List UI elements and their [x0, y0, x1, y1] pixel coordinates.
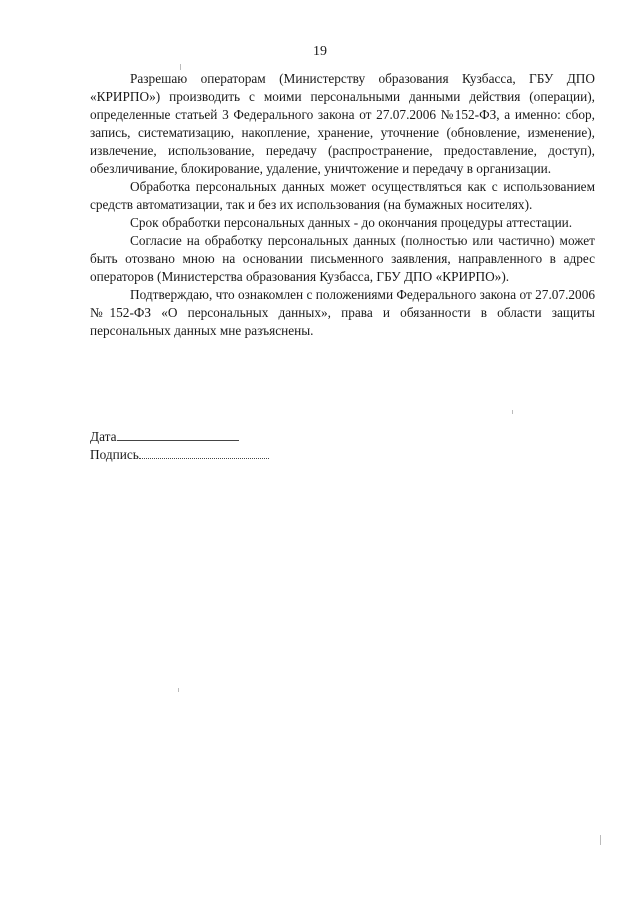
date-field[interactable] [117, 428, 239, 441]
signature-label: Подпись [90, 447, 139, 462]
signature-row [90, 446, 269, 464]
consent-body [90, 70, 595, 340]
scan-speck [600, 835, 601, 845]
date-row [90, 428, 269, 446]
scan-speck [512, 410, 513, 414]
scan-speck [178, 688, 179, 692]
scan-speck [180, 64, 181, 70]
paragraph-acknowledgement: Подтверждаю, что ознакомлен с положениями Федерального закона от 27.07.2006 №152-ФЗ «О персональных данных», права и обязанности в области защиты персональных данных мне разъяснены. [90, 287, 595, 338]
paragraph-consent-withdrawal: Согласие на обработку персональных данных (полностью или частично) может быть отозвано мною на основании письменного заявления, направленного в адрес операторов (Министерства образования Кузбасса, ГБУ ДПО «КРИРПО»). [90, 233, 595, 284]
paragraph-processing-method: Обработка персональных данных может осуществляться как с использованием средств автоматизации, так и без их использования (на бумажных носителях). [90, 179, 595, 212]
signature-field[interactable] [139, 446, 269, 459]
date-label: Дата [90, 429, 117, 444]
page-number: 19 [313, 44, 327, 59]
paragraph-permission: Разрешаю операторам (Министерству образования Кузбасса, ГБУ ДПО «КРИРПО») производить с моими персональными данными действия (операции), определенные статьей 3 Федерального закона от 27.07.2006 №152-ФЗ, а именно: сбор, запись, систематизацию, накопление, хранение, уточнение (обновление, изменение), извлечение, использование, передачу (распространение, предоставление, доступ), обезличивание, блокирование, удаление, уничтожение и передачу в организации. [90, 71, 595, 176]
signature-block [90, 428, 269, 464]
paragraph-processing-period: Срок обработки персональных данных - до окончания процедуры аттестации. [130, 215, 573, 230]
